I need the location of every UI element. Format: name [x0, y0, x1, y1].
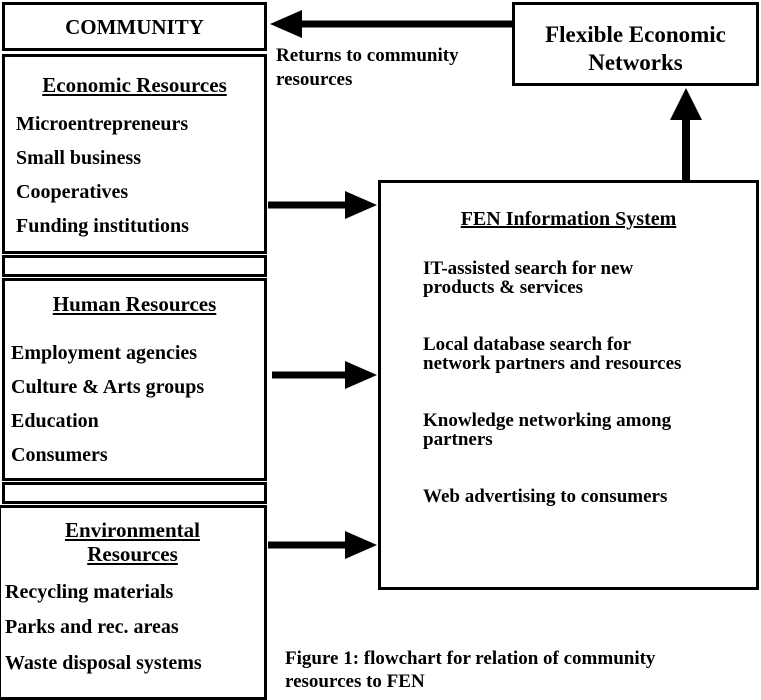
human-resources-heading: Human Resources [52, 292, 217, 316]
returns-label-line1: Returns to community [276, 45, 459, 66]
arrow-networks-to-community [270, 10, 512, 38]
fen-item-line1: IT-assisted search for new [423, 258, 634, 279]
networks-line2: Networks [588, 50, 683, 75]
environmental-heading-line1: Environmental [65, 518, 200, 542]
economic-resources-heading: Economic Resources [42, 73, 227, 97]
economic-item: Cooperatives [16, 181, 129, 203]
fen-information-system-box [378, 180, 759, 590]
fen-heading: FEN Information System [460, 208, 677, 230]
environmental-item: Recycling materials [5, 581, 174, 603]
economic-item: Small business [16, 147, 142, 169]
environmental-item: Waste disposal systems [5, 652, 202, 674]
figure-caption-line2: resources to FEN [285, 671, 425, 692]
environmental-resources-box [0, 505, 267, 700]
spacer-strip-1 [2, 255, 267, 277]
networks-line1: Flexible Economic [545, 22, 726, 47]
fen-item-line1: Web advertising to consumers [423, 486, 668, 507]
economic-item: Microentrepreneurs [16, 113, 189, 135]
fen-item-line2: partners [423, 429, 493, 450]
human-item: Consumers [11, 444, 108, 466]
fen-item-line1: Knowledge networking among [423, 410, 672, 431]
human-item: Education [11, 410, 99, 432]
returns-label-line2: resources [276, 69, 353, 90]
figure-caption-line1: Figure 1: flowchart for relation of community [285, 648, 656, 669]
fen-item-line2: products & services [423, 277, 584, 298]
environmental-heading-line2: Resources [87, 542, 178, 566]
economic-resources-box [2, 54, 267, 254]
economic-item: Funding institutions [16, 215, 189, 237]
community-title: COMMUNITY [65, 15, 204, 39]
community-title-box [2, 2, 267, 51]
human-item: Employment agencies [11, 342, 198, 364]
arrow-fen-to-networks [670, 88, 702, 180]
arrow-human-to-fen [272, 361, 377, 389]
environmental-item: Parks and rec. areas [5, 616, 179, 638]
human-resources-box [2, 278, 267, 481]
fen-item-line1: Local database search for [423, 334, 632, 355]
fen-item-line2: network partners and resources [423, 353, 682, 374]
arrow-economic-to-fen [268, 191, 377, 219]
human-item: Culture & Arts groups [11, 376, 205, 398]
spacer-strip-2 [2, 482, 267, 504]
arrow-environmental-to-fen [268, 531, 377, 559]
flexible-economic-networks-box [512, 2, 759, 86]
